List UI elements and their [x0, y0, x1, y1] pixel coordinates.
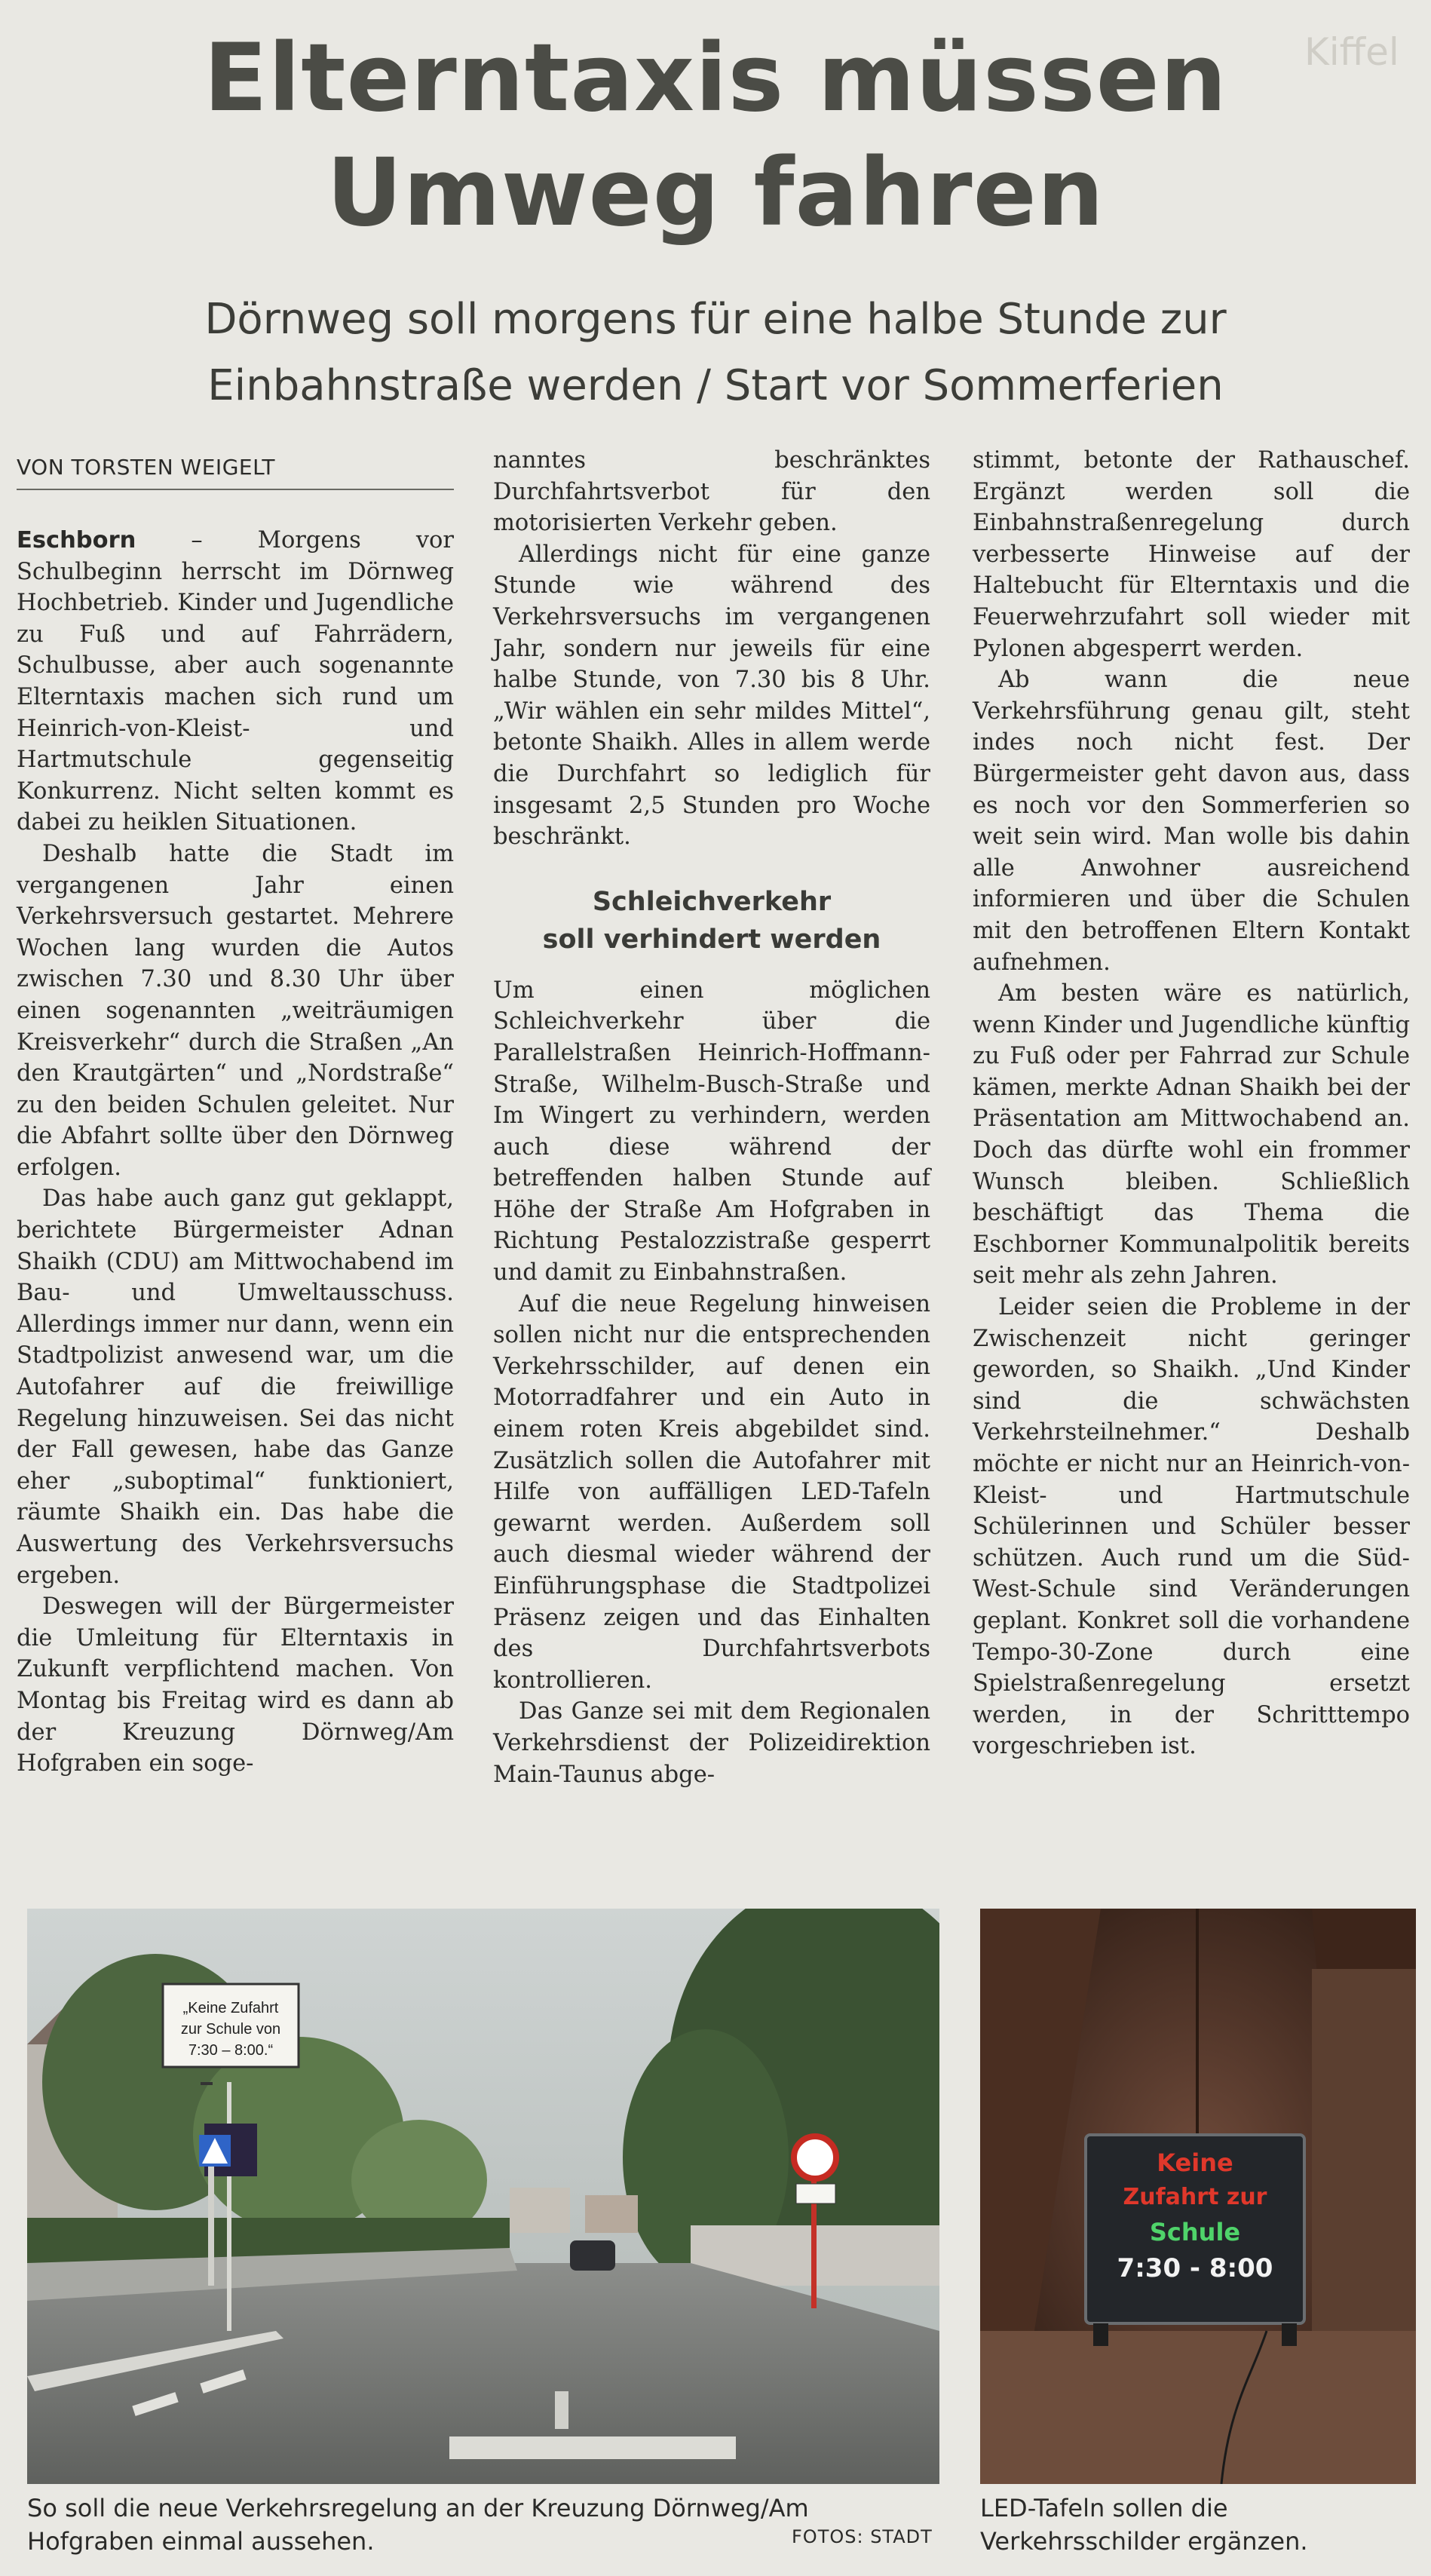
led-text-3: Schule — [1149, 2218, 1241, 2246]
paragraph: Auf die neue Regelung hinweisen sollen nicht nur die entsprechenden Verkehrsschilder, auf denen ein Motorradfahrer und ein Auto in einem roten Kreis abgebildet sind. Zusätzlich sollen die Autofahrer mit Hilfe von auffälligen LED-Tafeln gewarnt werden. Außerdem soll auch diesmal wieder während der Einführungsphase die Stadtpolizei Präsenz zeigen und das Einhalten des Durchfahrtsverbots kontrollieren. — [493, 1290, 930, 1694]
headline — [0, 21, 1431, 250]
led-text-2: Zufahrt zur — [1123, 2184, 1267, 2210]
article-column-2 — [493, 445, 930, 1790]
led-panel-photo — [980, 1909, 1416, 2484]
paragraph: Allerdings nicht für eine ganze Stunde wie während des Verkehrsversuchs im vergangenen Jahr, sondern nur jeweils für eine halbe Stunde, von 7.30 bis 8 Uhr. „Wir wählen ein sehr mildes Mittel“, betonte Shaikh. Alles in allem werde die Durchfahrt so lediglich für insgesamt 2,5 Stunden pro Woche beschränkt. — [493, 541, 930, 851]
paragraph: Ab wann die neue Verkehrsführung genau gilt, steht indes noch nicht fest. Der Bürgermeister geht davon aus, dass es noch vor den Sommerferien so weit sein wird. Man wolle bis dahin alle Anwohner ausreichend informieren und über die Schulen mit den betroffenen Eltern Kontakt aufnehmen. — [973, 667, 1410, 976]
paragraph: Deshalb hatte die Stadt im vergangenen Jahr einen Verkehrsversuch gestartet. Mehrere Wochen lang wurden die Autos zwischen 7.30 und 8.30 Uhr über einen sogenannten „weiträumigen Kreisverkehr“ durch die Straßen „An den Krautgärten“ und „Nordstraße“ zu den beiden Schulen geleitet. Nur die Abfahrt sollte über den Dörnweg erfolgen. — [17, 840, 454, 1181]
article-column-1 — [17, 525, 454, 1780]
article-column-3 — [973, 445, 1410, 1762]
paragraph: Leider seien die Probleme in der Zwischenzeit nicht geringer geworden, so Shaikh. „Und Kinder sind die schwächsten Verkehrsteilnehmer.“ Deshalb möchte er nicht nur an Heinrich-von-Kleist- und Hartmutschule Schülerinnen und Schüler besser schützen. Auch rund um die Süd-West-Schule sind Veränderungen geplant. Konkret soll die vorhandene Tempo-30-Zone durch eine Spielstraßenregelung ersetzt werden, in der Schritttempo vorgeschrieben ist. — [973, 1294, 1410, 1760]
street-photo — [27, 1909, 939, 2484]
sign-text-3: 7:30 – 8:00.“ — [188, 2042, 274, 2059]
neighbor-article-fragment: Kiffel — [1304, 30, 1399, 74]
paragraph: Das Ganze sei mit dem Regionalen Verkehrsdienst der Polizeidirektion Main-Taunus abge- — [493, 1698, 930, 1788]
photo-caption-2: LED-Tafeln sollen die Verkehrsschilder ergänzen. — [980, 2494, 1308, 2556]
sign-text-2: zur Schule von — [180, 2021, 281, 2038]
paragraph-text: – Morgens vor Schulbeginn herrscht im Dörnweg Hochbetrieb. Kinder und Jugendliche zu Fuß und auf Fahrrädern, Schulbusse, aber auch sogenannte Elterntaxis machen sich rund um Heinrich-von-Kleist- und Hartmutschule gegenseitig Konkurrenz. Nicht selten kommt es dabei zu heiklen Situationen. — [17, 527, 454, 836]
paragraph: stimmt, betonte der Rathauschef. Ergänzt werden soll die Einbahnstraßenregelung durch verbesserte Hinweise auf der Haltebucht für Elterntaxis und die Feuerwehrzufahrt soll wieder mit Pylonen abgesperrt werden. — [973, 447, 1410, 662]
led-text-4: 7:30 - 8:00 — [1117, 2253, 1273, 2283]
intertitle-line-1: Schleichverkehr — [592, 886, 832, 917]
sign-text-1: „Keine Zufahrt — [182, 2000, 279, 2016]
paragraph: Um einen möglichen Schleichverkehr über die Parallelstraßen Heinrich-Hoffmann-Straße, Wilhelm-Busch-Straße und Im Wingert zu verhindern, werden auch diese während der betreffenden halben Stunde auf Höhe der Straße Am Hofgraben in Richtung Pestalozzistraße gesperrt und damit zu Einbahnstraßen. — [493, 977, 930, 1286]
paragraph — [17, 525, 454, 839]
headline-line-1: Elterntaxis müssen — [204, 24, 1227, 133]
paragraph: nanntes beschränktes Durchfahrtsverbot für den motorisierten Verkehr geben. — [493, 447, 930, 537]
intertitle — [493, 883, 930, 958]
photo-caption-1: So soll die neue Verkehrsregelung an der Kreuzung Dörnweg/Am Hofgraben einmal aussehen. — [27, 2494, 809, 2556]
intertitle-line-2: soll verhindert werden — [542, 924, 881, 955]
paragraph: Deswegen will der Bürgermeister die Umleitung für Elterntaxis in Zukunft verpflichtend machen. Von Montag bis Freitag wird es dann ab der Kreuzung Dörnweg/Am Hofgraben ein soge- — [17, 1593, 454, 1777]
led-text-1: Keine — [1157, 2148, 1233, 2177]
headline-line-2: Umweg fahren — [326, 139, 1105, 247]
paragraph: Das habe auch ganz gut geklappt, berichtete Bürgermeister Adnan Shaikh (CDU) am Mittwochabend im Bau- und Umweltausschuss. Allerdings immer nur dann, wenn ein Stadtpolizist anwesend war, um die Autofahrer auf die freiwillige Regelung hinzuweisen. Sei das nicht der Fall gewesen, habe das Ganze eher „suboptimal“ funktioniert, räumte Shaikh ein. Das habe die Auswertung des Verkehrsversuchs ergeben. — [17, 1185, 454, 1589]
street-scene-illustration — [27, 1909, 939, 2484]
subheadline-line-1: Dörnweg soll morgens für eine halbe Stunde zur — [204, 295, 1227, 344]
paragraph: Am besten wäre es natürlich, wenn Kinder und Jugendliche künftig zu Fuß oder per Fahrrad zur Schule kämen, merkte Adnan Shaikh bei der Präsentation am Mittwochabend an. Doch das dürfte wohl ein frommer Wunsch bleiben. Schließlich beschäftigt das Thema die Eschborner Kommunalpolitik bereits seit mehr als zehn Jahren. — [973, 980, 1410, 1290]
subheadline-line-2: Einbahnstraße werden / Start vor Sommerferien — [207, 361, 1224, 410]
no-motor-vehicles-sign-icon — [794, 2136, 836, 2179]
led-panel-illustration — [980, 1909, 1416, 2484]
dateline-place: Eschborn — [17, 527, 136, 554]
photo-credit: FOTOS: STADT — [792, 2526, 933, 2547]
subheadline — [0, 287, 1431, 419]
byline: VON TORSTEN WEIGELT — [17, 454, 454, 490]
